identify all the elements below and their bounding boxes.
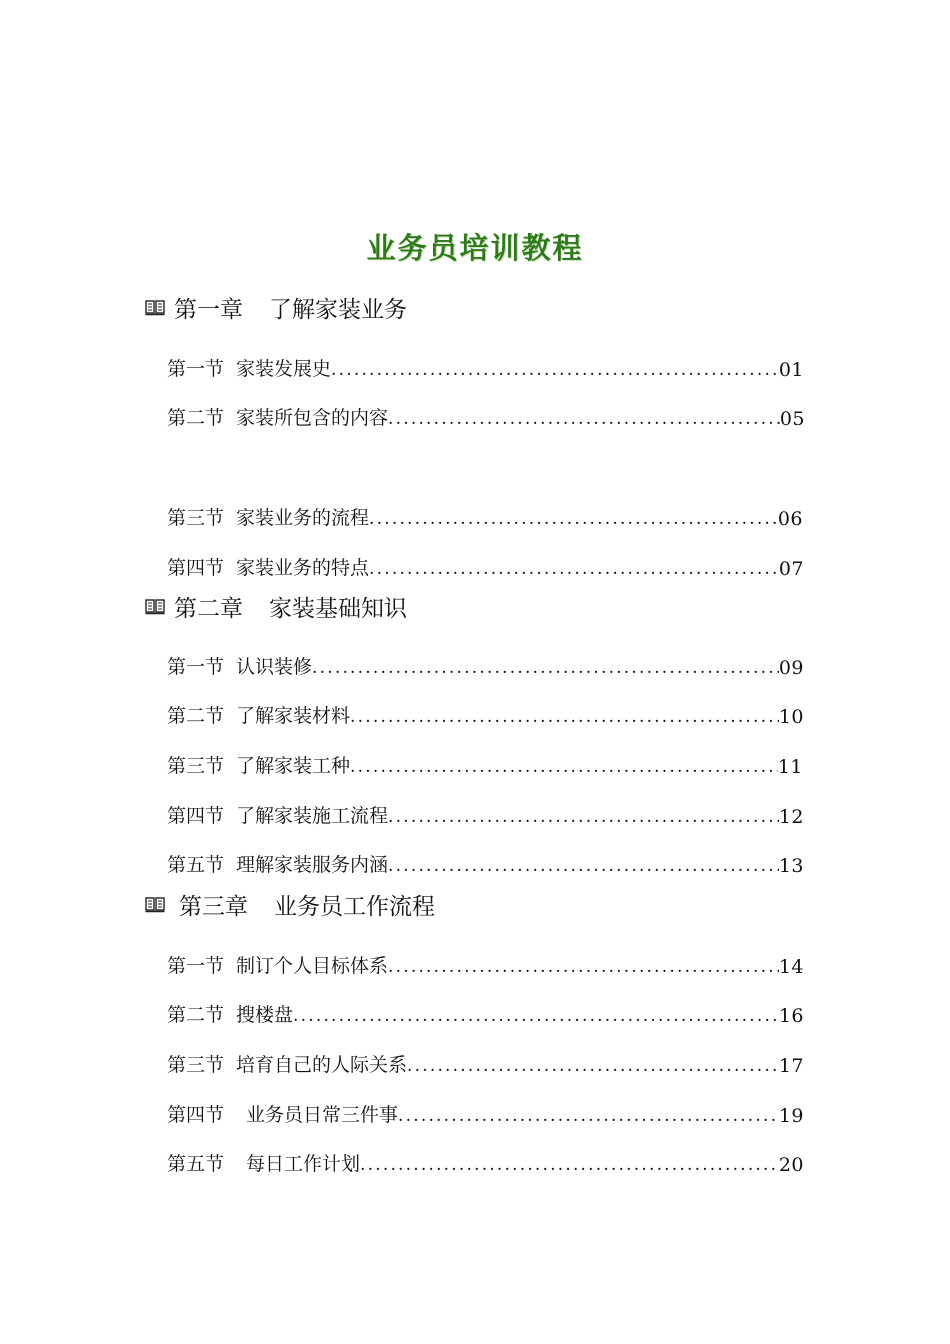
- section-number: 第三节: [167, 755, 225, 777]
- page-number: 17: [778, 1055, 804, 1077]
- book-icon: [145, 299, 165, 316]
- section-number: 第一节: [167, 656, 225, 678]
- chapter-heading: [145, 887, 435, 921]
- toc-entry[interactable]: [167, 504, 803, 530]
- section-title: 制订个人目标体系: [236, 955, 389, 977]
- section-title: 家装业务的流程: [236, 507, 370, 529]
- section-number: 第二节: [167, 705, 225, 727]
- toc-entry[interactable]: [167, 355, 804, 381]
- chapter-title: 业务员工作流程: [274, 893, 435, 920]
- section-number: 第五节: [167, 854, 225, 876]
- toc-entry[interactable]: [167, 554, 804, 580]
- chapter-number: 第二章: [174, 595, 243, 622]
- section-title: 了解家装材料: [236, 705, 351, 727]
- page-number: 07: [778, 558, 804, 580]
- toc-entry[interactable]: [167, 702, 804, 728]
- page-number: 13: [778, 855, 804, 877]
- page-number: 01: [778, 359, 804, 381]
- chapter-title: 了解家装业务: [269, 296, 407, 323]
- chapter-heading: [145, 589, 407, 623]
- toc-entry[interactable]: [167, 802, 804, 828]
- section-number: 第二节: [167, 1004, 225, 1026]
- page-number: 10: [778, 706, 804, 728]
- section-number: 第四节: [167, 1104, 225, 1126]
- dot-leader: [388, 409, 780, 430]
- page-number: 16: [778, 1005, 804, 1027]
- toc-entry[interactable]: [167, 851, 804, 877]
- section-title: 每日工作计划: [246, 1153, 361, 1175]
- dot-leader: [350, 707, 779, 728]
- toc-entry[interactable]: [167, 653, 804, 679]
- dot-leader: [388, 856, 779, 877]
- document-title: 业务员培训教程: [366, 231, 584, 265]
- section-title: 培育自己的人际关系: [236, 1054, 408, 1076]
- section-number: 第四节: [167, 557, 225, 579]
- toc-entry[interactable]: [167, 752, 803, 778]
- dot-leader: [388, 807, 779, 828]
- section-number: 第三节: [167, 1054, 225, 1076]
- section-number: 第一节: [167, 358, 225, 380]
- dot-leader: [407, 1056, 779, 1077]
- page-number: 05: [779, 408, 805, 430]
- dot-leader: [293, 1006, 779, 1027]
- page-number: 12: [778, 806, 804, 828]
- page-number: 11: [777, 756, 803, 778]
- toc-entry[interactable]: [167, 1150, 804, 1176]
- section-number: 第三节: [167, 507, 225, 529]
- section-title: 搜楼盘: [236, 1004, 294, 1026]
- section-title: 认识装修: [236, 656, 313, 678]
- toc-entry[interactable]: [167, 952, 804, 978]
- chapter-number: 第三章: [179, 893, 248, 920]
- section-title: 业务员日常三件事: [246, 1104, 399, 1126]
- page-number: 06: [777, 508, 803, 530]
- book-icon: [145, 896, 165, 913]
- dot-leader: [388, 957, 779, 978]
- section-title: 家装业务的特点: [236, 557, 370, 579]
- section-number: 第四节: [167, 805, 225, 827]
- section-number: 第五节: [167, 1153, 225, 1175]
- section-title: 家装所包含的内容: [236, 407, 389, 429]
- section-title: 了解家装工种: [236, 755, 351, 777]
- chapter-heading: [145, 290, 407, 324]
- section-title: 了解家装施工流程: [236, 805, 389, 827]
- chapter-number: 第一章: [174, 296, 243, 323]
- section-number: 第二节: [167, 407, 225, 429]
- dot-leader: [369, 509, 778, 530]
- chapter-title: 家装基础知识: [269, 595, 407, 622]
- dot-leader: [350, 757, 778, 778]
- page-number: 19: [778, 1105, 804, 1127]
- page-number: 09: [778, 657, 804, 679]
- page-number: 20: [778, 1154, 804, 1176]
- toc-entry[interactable]: [167, 404, 805, 430]
- toc-entry[interactable]: [167, 1001, 804, 1027]
- section-title: 家装发展史: [236, 358, 332, 380]
- dot-leader: [360, 1155, 779, 1176]
- toc-entry[interactable]: [167, 1101, 804, 1127]
- toc-entry[interactable]: [167, 1051, 804, 1077]
- book-icon: [145, 598, 165, 615]
- dot-leader: [312, 658, 779, 679]
- page-number: 14: [778, 956, 804, 978]
- section-number: 第一节: [167, 955, 225, 977]
- section-title: 理解家装服务内涵: [236, 854, 389, 876]
- dot-leader: [398, 1106, 779, 1127]
- dot-leader: [331, 360, 779, 381]
- dot-leader: [369, 559, 779, 580]
